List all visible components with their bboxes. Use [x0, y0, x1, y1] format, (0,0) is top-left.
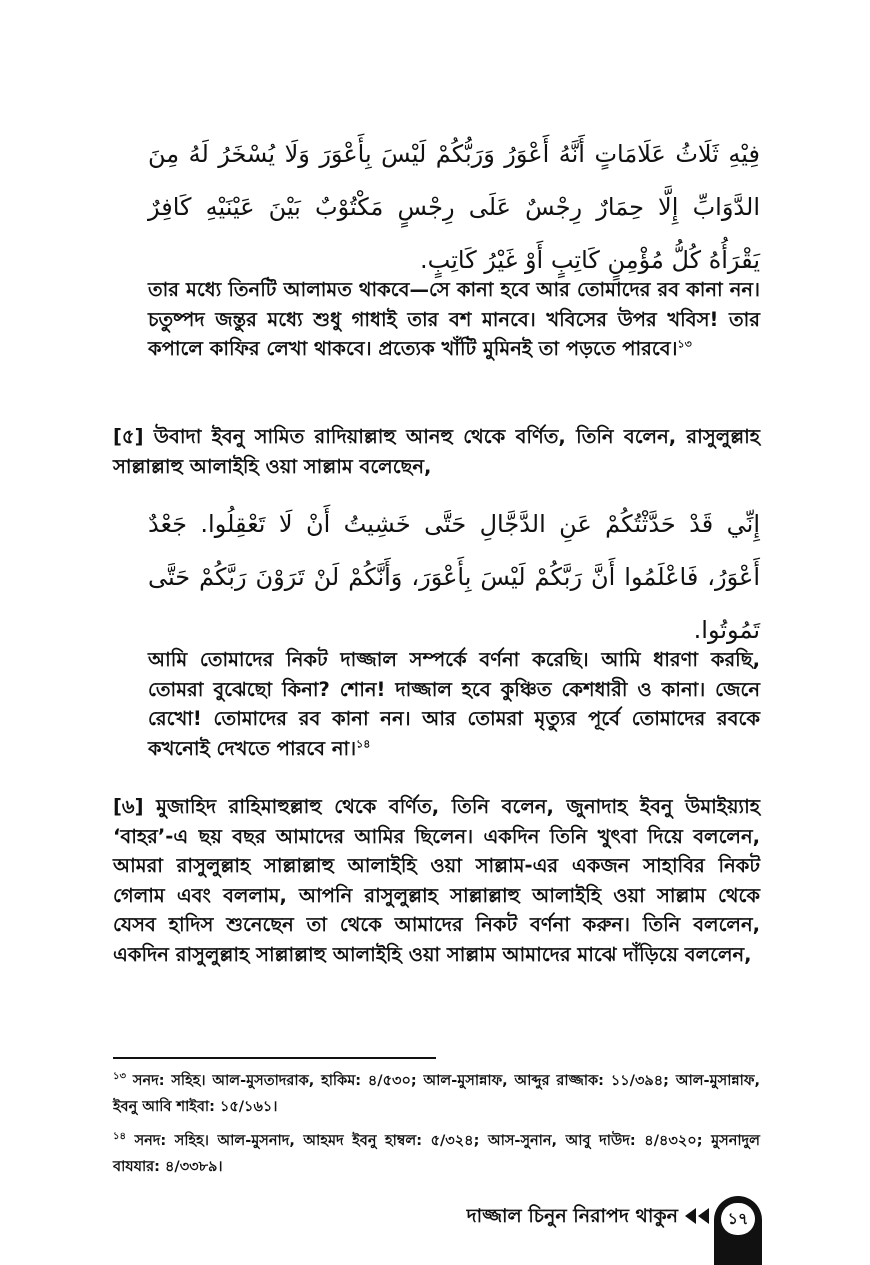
footnote-13	[113, 1068, 760, 1120]
footnote-text: সনদ: সহিহ। আল-মুসনাদ, আহমদ ইবনু হাম্বল: ৫/৩২৪; আস-সুনান, আবু দাউদ: ৪/৪৩২০; মুসনাদুল বাযযার: ৪/৩৩৮৯।	[113, 1133, 760, 1175]
footnote-mark: ১৪	[113, 1131, 126, 1143]
footnote-ref-14: ১৪	[356, 737, 371, 750]
hadith-6-text	[113, 792, 760, 969]
footnote-14	[113, 1128, 760, 1180]
translation-text: তার মধ্যে তিনটি আলামত থাকবে—সে কানা হবে আর তোমাদের রব কানা নন। চতুষ্পদ জন্তুর মধ্যে শুধু গাধাই তার বশ মানবে। খবিসের উপর খবিস! তার কপালে কাফির লেখা থাকবে। প্রত্যেক খাঁটি মুমিনই তা পড়তে পারবে।	[148, 278, 760, 360]
double-left-arrow-icon	[684, 1207, 710, 1225]
hadith-6-body: মুজাহিদ রাহিমাহুল্লাহু থেকে বর্ণিত, তিনি বলেন, জুনাদাহ ইবনু উমাইয়্যাহ ‘বাহর’-এ ছয় বছর আমাদের আমির ছিলেন। একদিন তিনি খুৎবা দিয়ে বললেন, আমরা রাসুলুল্লাহ সাল্লাল্লাহু আলাইহি ওয়া সাল্লাম-এর একজন সাহাবির নিকট গেলাম এবং বললাম, আপনি রাসুলুল্লাহ সাল্লাল্লাহু আলাইহি ওয়া সাল্লাম থেকে যেসব হাদিস শুনেছেন তা থেকে আমাদের নিকট বর্ণনা করুন। তিনি বললেন, একদিন রাসুলুল্লাহ সাল্লাল্লাহু আলাইহি ওয়া সাল্লাম আমাদের মাঝে দাঁড়িয়ে বললেন,	[113, 795, 760, 966]
translation-block-2	[148, 645, 760, 763]
footnote-text: সনদ: সহিহ। আল-মুসতাদরাক, হাকিম: ৪/৫৩০; আল-মুসান্নাফ, আব্দুর রাজ্জাক: ১১/৩৯৪; আল-মুসান্নাফ, ইবনু আবি শাইবা: ১৫/১৬১।	[113, 1073, 760, 1115]
translation-block-1	[148, 275, 760, 364]
hadith-5-intro-text: উবাদা ইবনু সামিত রাদিয়াল্লাহু আনহু থেকে বর্ণিত, তিনি বলেন, রাসুলুল্লাহ সাল্লাল্লাহু আলাইহি ওয়া সাল্লাম বলেছেন,	[113, 425, 760, 478]
arabic-text-block-2: إِنِّي قَدْ حَدَّثْتُكُمْ عَنِ الدَّجَّالِ حَتَّى خَشِيتُ أَنْ لَا تَعْقِلُوا. جَعْدٌ أَعْوَرُ، فَاعْلَمُوا أَنَّ رَبَّكُمْ لَيْسَ بِأَعْوَرَ، وَأَنَّكُمْ لَنْ تَرَوْنَ رَبَّكُمْ حَتَّى تَمُوتُوا.	[148, 510, 760, 644]
hadith-number-5: [৫]	[113, 425, 144, 448]
footnote-divider	[113, 1057, 436, 1059]
translation-text: আমি তোমাদের নিকট দাজ্জাল সম্পর্কে বর্ণনা করেছি। আমি ধারণা করছি, তোমরা বুঝেছো কিনা? শোন! দাজ্জাল হবে কুঞ্চিত কেশধারী ও কানা। জেনে রেখো! তোমাদের রব কানা নন। আর তোমরা মৃত্যুর পূর্বে তোমাদের রবকে কখনোই দেখতে পারবে না।	[148, 648, 760, 760]
hadith-5-intro	[113, 422, 760, 481]
hadith-number-6: [৬]	[113, 795, 144, 818]
footnote-mark: ১৩	[113, 1071, 126, 1083]
arabic-text-block-1: فِيْهِ ثَلَاثُ عَلَامَاتٍ أَنَّهُ أَعْوَرُ وَرَبُّكُمْ لَيْسَ بِأَعْوَرَ وَلَا يُسْخَرُ لَهُ مِنَ الدَّوَابِّ إِلَّا حِمَارٌ رِجْسٌ عَلَى رِجْسٍ مَكْتُوْبٌ بَيْنَ عَيْنَيْهِ كَافِرٌ يَقْرَأُهُ كُلُّ مُؤْمِنٍ كَاتِبٍ أَوْ غَيْرُ كَاتِبٍ.	[148, 140, 760, 274]
running-footer-title: দাজ্জাল চিনুন নিরাপদ থাকুন	[466, 1205, 678, 1227]
footnote-ref-13: ১৩	[677, 337, 692, 351]
page-number: ১৭	[721, 1203, 755, 1235]
